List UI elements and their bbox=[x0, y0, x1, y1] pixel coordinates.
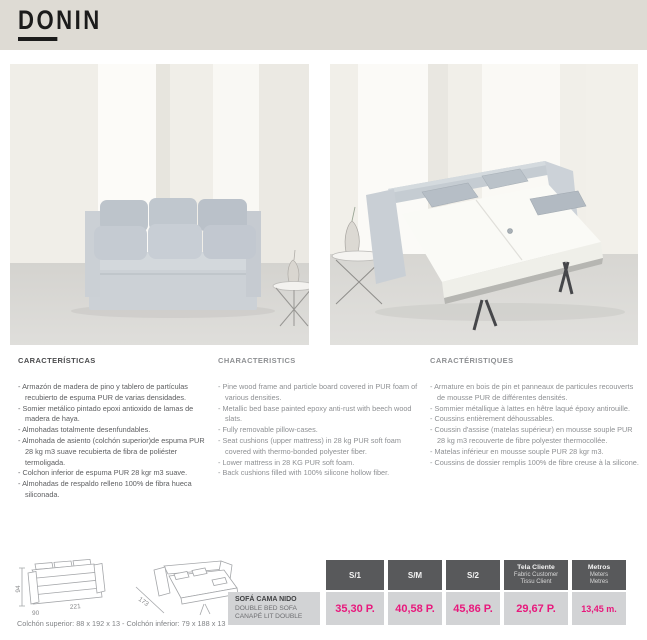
specs-french bbox=[430, 356, 640, 468]
specs-english bbox=[218, 356, 420, 479]
button-detail bbox=[508, 229, 513, 234]
spec-item: - Coussins de dossier remplis 100% de fibre creuse à la silicone. bbox=[430, 458, 640, 469]
sofa-closed bbox=[85, 198, 261, 310]
product-title bbox=[18, 7, 102, 41]
sofa-closed-photo bbox=[10, 64, 309, 345]
title-underline bbox=[18, 37, 57, 41]
product-name-block bbox=[228, 592, 320, 625]
spec-item: - Almohadas de respaldo relleno 100% de fibra hueca siliconada. bbox=[18, 479, 206, 501]
price-value-fabric: 29,67 P. bbox=[504, 592, 568, 625]
spec-item: - Coussin d'assise (matelas supérieur) en mousse souple PUR 28 kg m3 recouverte de fibre polyester thermocollée. bbox=[430, 425, 640, 447]
page-header bbox=[0, 0, 647, 50]
specs-heading-fr: CARACTÉRISTIQUES bbox=[430, 356, 514, 365]
price-column-fabric bbox=[504, 560, 568, 625]
spec-item: - Fully removable pillow-cases. bbox=[218, 425, 420, 436]
price-header-fabric-en: Fabric Customer bbox=[513, 571, 559, 578]
spec-item: - Back cushions filled with 100% silicone hollow fiber. bbox=[218, 468, 420, 479]
spec-item: - Almohada de asiento (colchón superior)de espuma PUR 28 kg m3 suave recubierta de fibra de poliéster termoligada. bbox=[18, 436, 206, 468]
spec-item: - Almohadas totalmente desenfundables. bbox=[18, 425, 206, 436]
specs-list-fr bbox=[430, 382, 640, 468]
spec-item: - Seat cushions (upper mattress) in 28 kg PUR soft foam covered with thermo-bonded polyester fiber. bbox=[218, 436, 420, 458]
product-name-en: DOUBLE BED SOFA bbox=[235, 604, 297, 612]
seat-cushion bbox=[148, 224, 202, 259]
specs-list-en bbox=[218, 382, 420, 479]
price-header-fabric-es: Tela Cliente bbox=[517, 563, 555, 571]
specs-spanish bbox=[18, 356, 206, 501]
price-header-meters-en: Meters bbox=[589, 571, 609, 578]
spec-item: - Colchon inferior de espuma PUR 28 kgr m3 suave. bbox=[18, 468, 206, 479]
price-column-s1 bbox=[326, 560, 384, 625]
price-header-sm: S/M bbox=[388, 560, 442, 590]
price-value-sm: 40,58 P. bbox=[388, 592, 442, 625]
price-header-s2: S/2 bbox=[446, 560, 500, 590]
dim-width: 221 bbox=[69, 603, 81, 611]
spec-item: - Somier metálico pintado epoxi antioxido de lamas de madera de haya. bbox=[18, 404, 206, 426]
price-column-sm bbox=[388, 560, 442, 625]
sofa-closed-scene bbox=[10, 64, 309, 345]
spec-item: - Sommier métallique à lattes en hêtre laqué époxy antirouille. bbox=[430, 404, 640, 415]
price-header-meters-fr: Metres bbox=[589, 579, 609, 585]
spec-item: - Armazón de madera de pino y tablero de partículas recubierto de espuma PUR de varias densidades. bbox=[18, 382, 206, 404]
seat-cushion bbox=[94, 226, 147, 260]
specs-heading-es: CARACTERÍSTICAS bbox=[18, 356, 96, 365]
spec-item: - Armature en bois de pin et panneaux de particules recouverts de mousse PUR de différentes densités. bbox=[430, 382, 640, 404]
mattress-dimensions-note: Colchón superior: 88 x 192 x 13 - Colchón inferior: 79 x 188 x 13 bbox=[17, 619, 226, 628]
price-header-fabric-fr: Tissu Client bbox=[520, 579, 552, 585]
product-title-text: DONIN bbox=[18, 5, 102, 35]
dim-depth: 90 bbox=[32, 610, 40, 617]
price-column-s2 bbox=[446, 560, 500, 625]
product-name-fr: CANAPÉ LIT DOUBLE bbox=[235, 612, 303, 620]
spec-item: - Coussins entièrement déhoussables. bbox=[430, 414, 640, 425]
sofa-closed-diagram bbox=[14, 557, 126, 619]
price-header-s1: S/1 bbox=[326, 560, 384, 590]
price-header-meters-es: Metros bbox=[587, 563, 611, 571]
sofa-shadow bbox=[375, 303, 625, 321]
specs-heading-en: CHARACTERISTICS bbox=[218, 356, 296, 365]
price-value-s2: 45,86 P. bbox=[446, 592, 500, 625]
sofa-open-photo bbox=[330, 64, 638, 345]
product-name-es: SOFÁ CAMA NIDO bbox=[235, 596, 297, 603]
seat-cushion bbox=[203, 225, 256, 259]
price-header-meters bbox=[572, 560, 626, 590]
price-value-s1: 35,30 P. bbox=[326, 592, 384, 625]
sofa-open-diagram bbox=[124, 557, 244, 619]
dim-open-depth: 173 bbox=[136, 595, 150, 609]
price-value-meters: 13,45 m. bbox=[572, 592, 626, 625]
spec-item: - Metallic bed base painted epoxy anti-rust with beech wood slats. bbox=[218, 404, 420, 426]
wall-panel bbox=[259, 64, 309, 263]
dim-height: 94 bbox=[15, 585, 22, 593]
price-header-fabric bbox=[504, 560, 568, 590]
specs-list-es bbox=[18, 382, 206, 501]
spec-item: - Lower mattress in 28 KG PUR soft foam. bbox=[218, 458, 420, 469]
spec-item: - Pine wood frame and particle board covered in PUR foam of various densities. bbox=[218, 382, 420, 404]
price-column-meters bbox=[572, 560, 626, 625]
sofa-open-scene bbox=[330, 64, 638, 345]
wall-panel bbox=[586, 64, 638, 254]
spec-item: - Matelas inférieur en mousse souple PUR 28 kgr m3. bbox=[430, 447, 640, 458]
